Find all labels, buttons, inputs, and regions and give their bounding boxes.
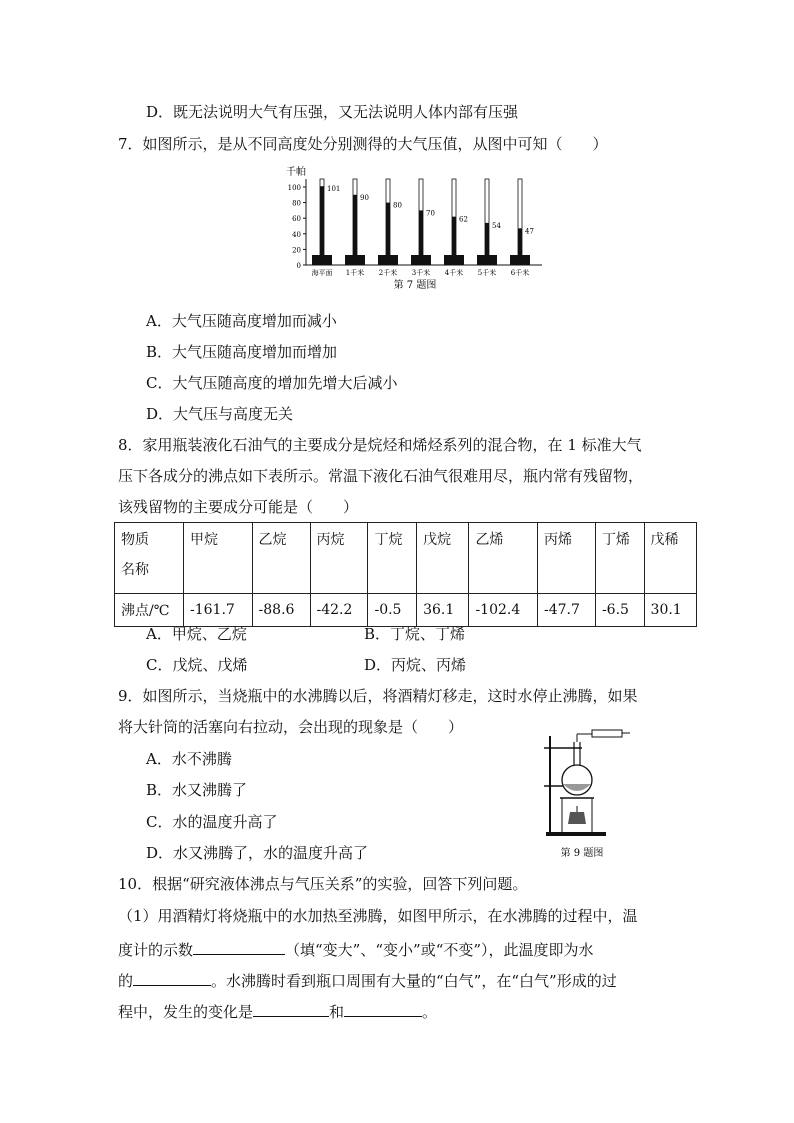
mercury-column-bar	[419, 210, 423, 265]
table-row-names	[115, 523, 697, 594]
q9-option-d: D．水又沸腾了，水的温度升高了	[146, 844, 369, 862]
x-category-label: 2千米	[378, 269, 398, 277]
bar-value-label: 80	[393, 201, 402, 210]
y-tick-label: 40	[292, 230, 301, 239]
name-cell: 丙烷	[310, 523, 368, 594]
name-cell: 甲烷	[184, 523, 253, 594]
text-segment: （填“变大”、“变小”或“不变”），此温度即为水	[285, 941, 594, 959]
x-category-label: 5千米	[477, 269, 497, 277]
q7-option-a: A．大气压随高度增加而减小	[146, 312, 337, 330]
x-category-label: 3千米	[411, 269, 431, 277]
bar-value-label: 62	[459, 215, 468, 224]
q7-option-d: D．大气压与高度无关	[146, 405, 294, 423]
q9-option-b: B．水又沸腾了	[146, 781, 248, 799]
y-tick-label: 80	[292, 199, 301, 208]
x-category-label: 4千米	[444, 269, 464, 277]
text-segment: 度计的示数	[118, 941, 194, 959]
value-cell: -42.2	[310, 594, 368, 627]
stand-base	[546, 832, 606, 836]
x-category-label: 6千米	[510, 269, 530, 277]
bar-value-label: 54	[492, 221, 501, 230]
alcohol-lamp	[568, 812, 586, 824]
q8-option-d: D．丙烷、丙烯	[364, 656, 467, 674]
q10-part1-line2	[118, 938, 594, 960]
q10-part1-line4	[118, 1000, 437, 1022]
value-cell: -47.7	[537, 594, 595, 627]
q8-option-c: C．戊烷、戊烯	[146, 656, 248, 674]
mercury-column-bar	[485, 223, 489, 265]
text-segment: 。	[422, 1003, 438, 1021]
name-cell: 乙烯	[469, 523, 538, 594]
text-segment: 。水沸腾时看到瓶口周围有大量的“白气”，在“白气”形成的过	[211, 972, 617, 990]
q8-stem-line2: 压下各成分的沸点如下表所示。常温下液化石油气很难用尽，瓶内常有残留物，	[118, 467, 644, 485]
x-category-label: 海平面	[311, 269, 333, 277]
q9-option-a: A．水不沸腾	[146, 750, 232, 768]
y-tick-label: 0	[296, 262, 301, 270]
name-cell: 丁烯	[595, 523, 644, 594]
q8-stem-line1: 8．家用瓶装液化石油气的主要成分是烷烃和烯烃系列的混合物，在 1 标准大气	[118, 436, 642, 454]
value-cell: -6.5	[595, 594, 644, 627]
bar-value-label: 47	[525, 227, 534, 236]
q7-figure	[280, 165, 550, 297]
name-cell: 戊烷	[417, 523, 469, 594]
text-segment: 的	[118, 972, 134, 990]
name-cell: 戊稀	[644, 523, 696, 594]
answer-blank-boiling-point[interactable]	[133, 969, 211, 986]
value-cell: -0.5	[368, 594, 417, 627]
answer-blank-change-1[interactable]	[253, 1000, 329, 1017]
bar-value-label: 90	[360, 193, 369, 202]
q8-option-a: A．甲烷、乙烷	[146, 625, 247, 643]
table-row-values	[115, 594, 697, 627]
q9-caption: 第 9 题图	[560, 848, 604, 859]
table-header-cell	[115, 523, 184, 594]
mercury-column-bar	[452, 217, 456, 265]
q8-option-b: B．丁烷、丁烯	[364, 625, 466, 643]
value-cell: -102.4	[469, 594, 538, 627]
q7-option-c: C．大气压随高度的增加先增大后减小	[146, 374, 398, 392]
name-cell: 乙烷	[252, 523, 310, 594]
syringe	[592, 730, 622, 737]
mercury-column-bar	[320, 186, 324, 265]
name-cell: 丙烯	[537, 523, 595, 594]
mercury-column-bar	[353, 195, 357, 265]
q6-option-d: D．既无法说明大气有压强，又无法说明人体内部有压强	[146, 103, 519, 121]
q9-option-c: C．水的温度升高了	[146, 813, 278, 831]
header-label-line2: 名称	[121, 562, 149, 578]
answer-blank-reading[interactable]	[193, 938, 285, 955]
value-cell: 30.1	[644, 594, 696, 627]
header-label-line1: 物质	[121, 532, 149, 548]
value-cell: 36.1	[417, 594, 469, 627]
q9-stem-line1: 9．如图所示，当烧瓶中的水沸腾以后，将酒精灯移走，这时水停止沸腾，如果	[118, 687, 638, 705]
q7-caption: 第 7 题图	[393, 280, 437, 291]
x-category-label: 1千米	[345, 269, 365, 277]
answer-blank-change-2[interactable]	[344, 1000, 422, 1017]
q7-option-b: B．大气压随高度增加而增加	[146, 343, 338, 361]
q9-apparatus-figure	[532, 728, 632, 864]
q10-part1-line1: （1）用酒精灯将烧瓶中的水加热至沸腾，如图甲所示，在水沸腾的过程中，温	[118, 907, 638, 925]
y-tick-label: 100	[287, 184, 301, 192]
boiling-point-table	[114, 522, 697, 627]
text-segment: 程中，发生的变化是	[118, 1003, 254, 1021]
mercury-column-bar	[386, 203, 390, 265]
mercury-column-bar	[518, 228, 522, 265]
q10-part1-line3	[118, 969, 617, 991]
q7-unit-label: 千帕	[286, 167, 306, 178]
q7-stem: 7．如图所示，是从不同高度处分别测得的大气压值，从图中可知（ ）	[118, 135, 608, 153]
q10-stem: 10．根据“研究液体沸点与气压关系”的实验，回答下列问题。	[118, 875, 528, 893]
value-cell: -161.7	[184, 594, 253, 627]
q8-stem-line3: 该残留物的主要成分可能是（ ）	[118, 498, 359, 516]
bar-value-label: 101	[327, 185, 341, 194]
bar-value-label: 70	[426, 209, 435, 218]
y-tick-label: 20	[292, 246, 301, 255]
row-label-cell: 沸点/℃	[115, 594, 184, 627]
q9-stem-line2: 将大针筒的活塞向右拉动，会出现的现象是（ ）	[118, 718, 464, 736]
name-cell: 丁烷	[368, 523, 417, 594]
value-cell: -88.6	[252, 594, 310, 627]
text-segment: 和	[329, 1003, 345, 1021]
y-tick-label: 60	[292, 215, 301, 224]
